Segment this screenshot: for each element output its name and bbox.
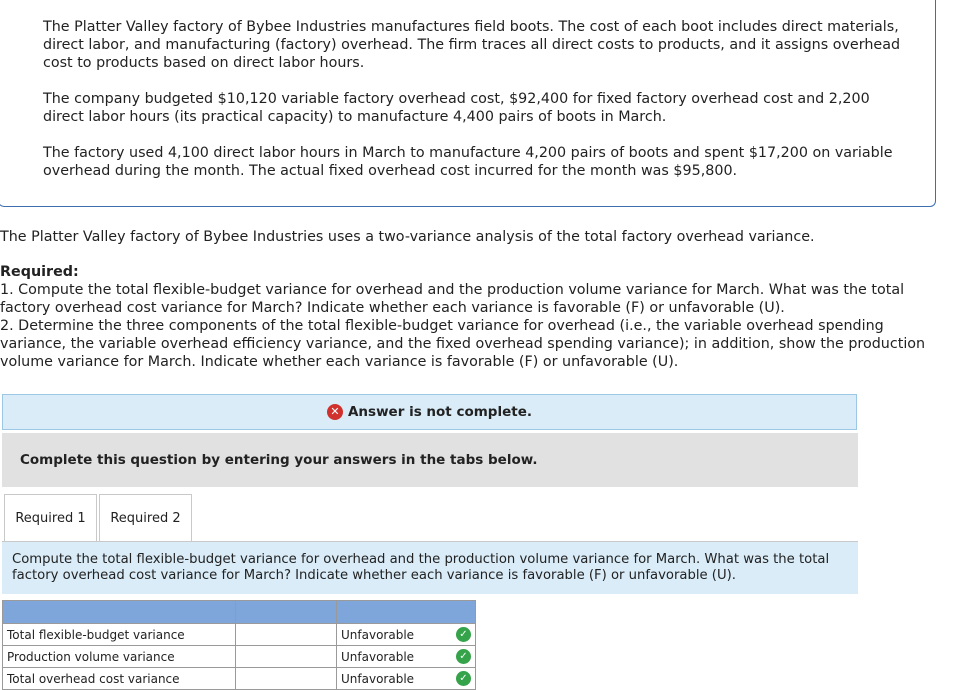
answer-status-banner (2, 394, 857, 430)
problem-paragraph-1: The Platter Valley factory of Bybee Industries manufactures field boots. The cost of each boot includes direct materials, direct labor, and manufacturing (factory) overhead. The firm traces all direct costs to products, and it assigns overhead cost to products based on direct labor hours. (43, 19, 901, 71)
required-heading: Required: (0, 264, 79, 280)
check-icon: ✓ (456, 671, 471, 686)
row-label: Production volume variance (3, 646, 236, 668)
variance-status-value: Unfavorable (341, 627, 415, 642)
variance-status-select[interactable] (337, 668, 476, 690)
answer-status-text: Answer is not complete. (347, 404, 532, 420)
table-row (3, 624, 476, 646)
table-header-cell (3, 601, 236, 624)
check-icon: ✓ (456, 627, 471, 642)
amount-input[interactable] (236, 668, 337, 690)
table-header-cell (236, 601, 337, 624)
variance-status-select[interactable] (337, 624, 476, 646)
table-row (3, 646, 476, 668)
tab-instructions: Compute the total flexible-budget variance for overhead and the production volume variance for March. What was the total factory overhead cost variance for March? Indicate whether each variance is favorable (F) or unfavorable (U). (2, 542, 858, 594)
problem-statement-box (0, 0, 936, 207)
complete-instructions-banner: Complete this question by entering your answers in the tabs below. (2, 433, 858, 487)
table-header-row (3, 601, 476, 624)
required-section (0, 263, 930, 371)
tab-required-2[interactable]: Required 2 (99, 494, 192, 542)
table-header-cell (337, 601, 476, 624)
row-label: Total overhead cost variance (3, 668, 236, 690)
table-row (3, 668, 476, 690)
error-x-icon: ✕ (327, 404, 343, 420)
variance-status-value: Unfavorable (341, 649, 415, 664)
check-icon: ✓ (456, 649, 471, 664)
required-item-1: 1. Compute the total flexible-budget variance for overhead and the production volume variance for March. What was the total factory overhead cost variance for March? Indicate whether each variance is favorable (F) or unfavorable (U). (0, 282, 905, 316)
amount-input[interactable] (236, 646, 337, 668)
amount-input[interactable] (236, 624, 337, 646)
intro-text: The Platter Valley factory of Bybee Industries uses a two-variance analysis of the total factory overhead variance. (0, 229, 815, 245)
tab-required-1[interactable]: Required 1 (4, 494, 97, 542)
variance-status-value: Unfavorable (341, 671, 415, 686)
variance-answer-table (2, 600, 476, 690)
problem-paragraph-2: The company budgeted $10,120 variable factory overhead cost, $92,400 for fixed factory overhead cost and 2,200 direct labor hours (its practical capacity) to manufacture 4,400 pairs of boots in March. (43, 91, 870, 125)
variance-status-select[interactable] (337, 646, 476, 668)
required-item-2: 2. Determine the three components of the total flexible-budget variance for overhead (i.e., the variable overhead spending variance, the variable overhead efficiency variance, and the fixed overhead spending variance); in addition, show the production volume variance for March. Indicate whether each variance is favorable (F) or unfavorable (U). (0, 318, 926, 370)
row-label: Total flexible-budget variance (3, 624, 236, 646)
problem-paragraph-3: The factory used 4,100 direct labor hours in March to manufacture 4,200 pairs of boots and spent $17,200 on variable overhead during the month. The actual fixed overhead cost incurred for the month was $95,800. (43, 145, 893, 179)
